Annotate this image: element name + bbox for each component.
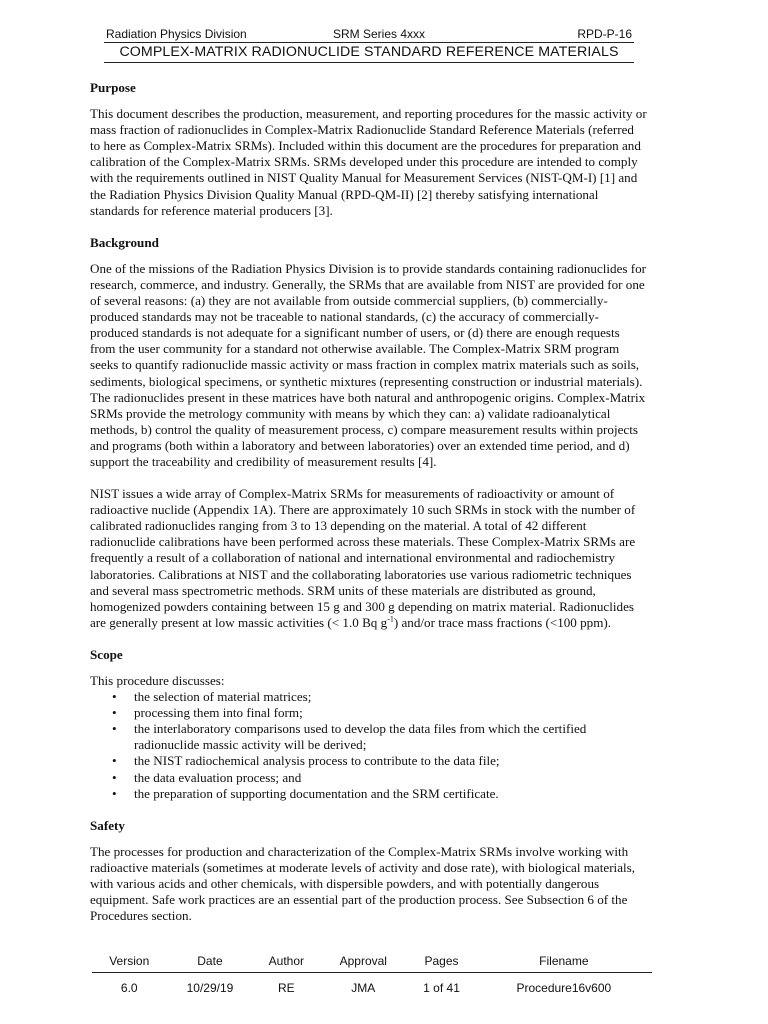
list-item (90, 753, 690, 769)
background-line: NIST issues a wide array of Complex-Matrix SRMs for measurements of radioactivity or amount of (90, 486, 615, 502)
list-item (90, 705, 690, 721)
background-line: The radionuclides present in these matrices have both natural and anthropogenic origins. Complex-Matrix (90, 389, 646, 405)
running-header (104, 26, 634, 43)
column-header-version: Version (92, 950, 166, 973)
bullet-icon: • (112, 785, 117, 801)
safety-heading: Safety (90, 817, 125, 833)
background-line: research, commerce, and industry. Generally, the SRMs that are available from NIST are provided for one (90, 276, 645, 292)
column-header-author: Author (253, 950, 319, 973)
purpose-line: mass fraction of radionuclides in Complex-Matrix Radionuclide Standard Reference Materials (referred (90, 122, 634, 138)
list-item (90, 786, 690, 802)
background-line: radioactive nuclide (Appendix 1A). There are approximately 10 such SRMs in stock with the number of (90, 502, 636, 518)
background-line: radionuclide calibrations have been performed across these materials. These Complex-Matrix SRMs are (90, 534, 636, 550)
header-doc-id: RPD-P-16 (577, 27, 632, 41)
background-line: SRMs provide the metrology community with means by which they can: a) validate radioanalytical (90, 405, 611, 421)
revision-header-row (92, 950, 652, 973)
revision-value-row (92, 973, 652, 1000)
document-title: COMPLEX-MATRIX RADIONUCLIDE STANDARD REFERENCE MATERIALS (104, 44, 634, 63)
safety-line: radioactive materials (sometimes at moderate levels of activity and dose rate), with biological materials, (90, 859, 636, 875)
purpose-heading: Purpose (90, 80, 136, 95)
filename-value: Procedure16v600 (516, 981, 612, 995)
list-item-text: processing them into final form; (134, 705, 303, 721)
background-line: support the traceability and credibility of measurement results [4]. (90, 453, 437, 469)
background-line: frequently a result of a collaboration of national and international environmental and radiochemistry (90, 550, 616, 566)
background-line-last (90, 615, 611, 630)
author-value: RE (277, 981, 295, 995)
list-item-text: the interlaboratory comparisons used to develop the data files from which the certified (134, 721, 587, 737)
list-item-text: radionuclide massic activity will be derived; (134, 737, 367, 753)
superscript-exponent: -1 (387, 614, 394, 624)
bullet-icon: • (112, 689, 117, 705)
scope-intro: This procedure discusses: (90, 673, 225, 688)
background-line: from the user community for a standard not otherwise available. The Complex-Matrix SRM program (90, 341, 620, 357)
header-division: Radiation Physics Division (106, 27, 247, 41)
safety-paragraph (90, 844, 690, 924)
column-header-date: Date (166, 950, 253, 973)
list-item-text: the NIST radiochemical analysis process to contribute to the data file; (134, 753, 500, 769)
bullet-icon: • (112, 769, 117, 785)
purpose-line: with the requirements outlined in NIST Quality Manual for Measurement Services (NIST-QM-I) [1] and (90, 170, 638, 186)
background-line: of several reasons: (a) they are not available from outside commercial suppliers, (b) commercially- (90, 293, 608, 309)
list-item (90, 770, 690, 786)
bullet-icon: • (112, 721, 117, 737)
header-series: SRM Series 4xxx (333, 27, 426, 41)
document-body (90, 80, 690, 924)
background-text-post: ) and/or trace mass fractions (<100 ppm). (393, 614, 612, 630)
date-value: 10/29/19 (186, 981, 234, 995)
revision-table (92, 950, 652, 999)
revision-footer (92, 950, 652, 999)
safety-line: The processes for production and characterization of the Complex-Matrix SRMs involve working with (90, 843, 629, 859)
purpose-line: standards for reference material producers [3]. (90, 202, 333, 218)
background-line: homogenized powders containing between 15 g and 300 g depending on matrix material. Radionuclides (90, 598, 634, 614)
background-line: calibrated radionuclides ranging from 3 to 13 depending on the material. A total of 42 different (90, 518, 587, 534)
safety-line: Procedures section. (90, 908, 192, 924)
background-line: methods, b) control the quality of measurement process, c) compare measurement results within projects (90, 421, 638, 437)
version-value: 6.0 (120, 981, 138, 995)
background-heading: Background (90, 234, 159, 250)
purpose-paragraph (90, 106, 690, 219)
background-line: produced standards is not adequate for a significant number of users, or (d) there are enough requests (90, 325, 620, 341)
bullet-icon: • (112, 705, 117, 721)
purpose-line: calibration of the Complex-Matrix SRMs. SRMs developed under this procedure are intended to comply (90, 154, 638, 170)
scope-list (90, 689, 690, 802)
safety-line: equipment. Safe work practices are an essential part of the production process. See Subsection 6 of the (90, 892, 628, 908)
background-line: produced standards may not be traceable to national standards, (c) the accuracy of commercially- (90, 309, 599, 325)
column-header-pages: Pages (407, 950, 475, 973)
safety-line: with various acids and other chemicals, with dispersible powders, and with potentially dangerous (90, 876, 600, 892)
column-header-filename: Filename (476, 950, 652, 973)
column-header-approval: Approval (319, 950, 407, 973)
list-item (90, 721, 690, 753)
list-item-text: the preparation of supporting documentation and the SRM certificate. (134, 785, 499, 801)
pages-value: 1 of 41 (423, 981, 460, 995)
background-line: laboratories. Calibrations at NIST and the collaborating laboratories use various radiometric techniques (90, 566, 632, 582)
background-line: sediments, biological specimens, or synthetic mixtures (representing construction or industrial materials). (90, 373, 643, 389)
purpose-line: the Radiation Physics Division Quality Manual (RPD-QM-II) [2] thereby satisfying international (90, 186, 599, 202)
background-line: and several mass spectrometric methods. SRM units of these materials are distributed as ground, (90, 582, 596, 598)
list-item-text: the data evaluation process; and (134, 769, 302, 785)
purpose-line: This document describes the production, measurement, and reporting procedures for the massic activity or (90, 106, 647, 122)
list-item (90, 689, 690, 705)
background-line: seeks to quantify radionuclide massic activity or mass fraction in complex matrix materials such as soils, (90, 357, 640, 373)
list-item-text: the selection of material matrices; (134, 689, 312, 705)
purpose-line: to here as Complex-Matrix SRMs). Included within this document are the procedures for preparation and (90, 138, 641, 154)
background-paragraph-2 (90, 486, 690, 631)
scope-heading: Scope (90, 646, 123, 662)
background-line: and programs (both within a laboratory and between laboratories) over an extended time period, and d) (90, 437, 630, 453)
background-paragraph-1 (90, 261, 690, 470)
bullet-icon: • (112, 753, 117, 769)
approval-value: JMA (351, 981, 376, 995)
background-line: One of the missions of the Radiation Physics Division is to provide standards containing radionuclides for (90, 260, 647, 276)
background-text-pre: are generally present at low massic activities (< 1.0 Bq g (90, 614, 388, 630)
